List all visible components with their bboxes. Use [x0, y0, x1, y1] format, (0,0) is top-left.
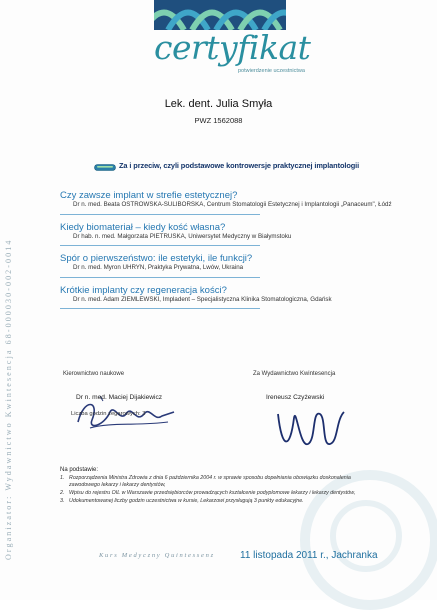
- organizer-side-text: Organizator: Wydawnictwo Kwintesencja 68-000030-002-0014: [4, 238, 13, 560]
- topic-question: Kiedy biomateriał – kiedy kość własna?: [60, 221, 226, 233]
- divider: [60, 308, 260, 309]
- publisher-name: Ireneusz Czyżewski: [266, 394, 325, 401]
- certificate-logo: [140, 28, 320, 80]
- item-number: 3.: [60, 498, 65, 504]
- topic-speaker: Dr n. med. Beata OSTROWSKA-SULIBORSKA, Centrum Stomatologii Estetycznej i Implantologii „Panaceum", Łódź: [73, 201, 392, 208]
- scientific-direction: [63, 371, 238, 417]
- logo-title: certyfikat: [154, 28, 311, 67]
- item-number: 2.: [60, 490, 65, 496]
- item-number: 1.: [60, 475, 65, 481]
- list-item: [60, 475, 370, 489]
- divider: [60, 245, 260, 246]
- recipient-name: Lek. dent. Julia Smyła: [164, 98, 273, 110]
- legal-basis: [60, 467, 370, 506]
- divider: [60, 214, 260, 215]
- topic-speaker: Dr n. med. Adam ZIEMLEWSKI, Impladent – Specjalistyczna Klinika Stomatologiczna, Gdańsk: [73, 295, 332, 303]
- topic-question: Krótkie implanty czy regeneracja kości?: [60, 284, 227, 296]
- topic-speaker: Dr n. med. Myron UHRYN, Praktyka Prywatna, Lwów, Ukraina: [73, 264, 244, 271]
- list-item: [60, 285, 400, 310]
- pill-icon: [94, 164, 116, 171]
- legal-basis-heading: Na podstawie:: [60, 467, 99, 473]
- hours-count: Liczba godzin zegarowych: 3: [71, 411, 146, 417]
- topics-list: [60, 190, 400, 316]
- topic-speaker: Dr hab. n. med. Małgorzata PIETRUSKA, Uniwersytet Medyczny w Białymstoku: [73, 232, 292, 240]
- recipient-pwz: PWZ 1562088: [194, 116, 243, 125]
- item-text: Wpisu do rejestru OIL w Warszawie przedsiębiorców prowadzących kształcenie podyplomowe lekarzy i lekarzy dentystów,: [69, 490, 356, 496]
- item-text: Udokumentowanej liczby godzin uczestnictwa w kursie, Lekarzowi przysługują 3 punkty edukacyjne.: [69, 498, 304, 504]
- date-location: 11 listopada 2011 r., Jachranka: [240, 550, 378, 561]
- scientific-direction-label: Kierownictwo naukowe: [63, 371, 125, 377]
- list-item: [60, 222, 400, 247]
- topic-question: Czy zawsze implant w strefie estetycznej?: [60, 190, 238, 201]
- logo-subtitle: potwierdzenie uczestnictwa: [238, 68, 305, 74]
- course-title: Za i przeciw, czyli podstawowe kontrowersje praktycznej implantologii: [119, 161, 360, 170]
- publisher-block: [253, 371, 403, 401]
- watermark-circle-inner: [330, 500, 402, 572]
- item-text: Rozporządzenia Ministra Zdrowia z dnia 6 października 2004 r. w sprawie sposobu dopełniania obowiązku doskonalenia zawodowego lekarzy i lekarzy dentystów,: [69, 475, 351, 488]
- publisher-label: Za Wydawnictwo Kwintesencja: [253, 371, 336, 377]
- list-item: [60, 490, 370, 497]
- list-item: [60, 498, 370, 505]
- course-brand: Kurs Medyczny Quintessenz: [99, 552, 215, 559]
- scientific-director-name: Dr n. med. Maciej Dijakiewicz: [76, 394, 163, 401]
- decorative-banner: [154, 0, 286, 30]
- topic-question: Spór o pierwszeństwo: ile estetyki, ile funkcji?: [60, 253, 253, 264]
- list-item: [60, 190, 400, 215]
- divider: [60, 277, 260, 278]
- publisher-signature: [272, 400, 352, 456]
- list-item: [60, 253, 400, 278]
